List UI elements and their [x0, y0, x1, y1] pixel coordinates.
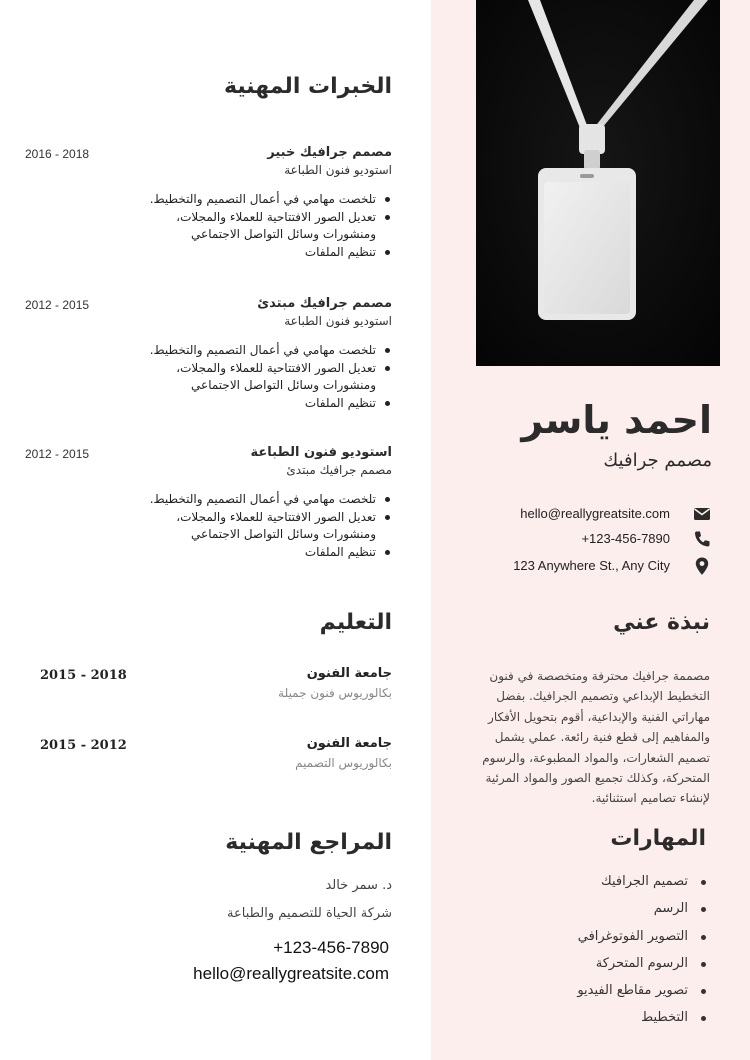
reference-email[interactable]: hello@reallygreatsite.com — [193, 964, 389, 983]
contact-address-row — [452, 556, 712, 576]
location-pin-icon — [692, 556, 712, 576]
job-duty: تعديل الصور الافتتاحية للعملاء والمجلات، ومنشورات وسائل التواصل الاجتماعي — [132, 509, 392, 544]
reference-phone[interactable]: +123-456-7890 — [273, 938, 389, 957]
education-heading: التعليم — [319, 610, 392, 635]
education-entry — [38, 668, 392, 708]
skill-item: الرسم — [510, 899, 710, 926]
job-company: استوديو فنون الطباعة — [284, 314, 392, 328]
education-entry — [38, 738, 392, 778]
education-degree: بكالوريوس فنون جميلة — [278, 686, 392, 700]
reference-company: شركة الحياة للتصميم والطباعة — [227, 906, 392, 921]
job-company: مصمم جرافيك مبتدئ — [286, 463, 392, 477]
job-duty: تلخصت مهامي في أعمال التصميم والتخطيط. — [132, 191, 392, 209]
id-badge-illustration — [476, 0, 720, 366]
mail-icon — [692, 504, 712, 524]
skills-heading: المهارات — [610, 826, 706, 851]
skill-item: التصوير الفوتوغرافي — [510, 927, 710, 954]
contact-phone-row — [452, 529, 712, 549]
contact-address: 123 Anywhere St., Any City — [513, 558, 670, 573]
job-title: استوديو فنون الطباعة — [250, 445, 392, 460]
job-date: 2012 - 2015 — [25, 447, 90, 461]
education-years: 2015 - 2012 — [40, 738, 127, 753]
person-role: مصمم جرافيك — [603, 450, 712, 471]
profile-photo — [476, 0, 720, 366]
job-duty: تنظيم الملفات — [132, 244, 392, 262]
job-date: 2012 - 2015 — [25, 298, 90, 312]
skill-item: الرسوم المتحركة — [510, 954, 710, 981]
education-degree: بكالوريوس التصميم — [295, 756, 392, 770]
skill-item: التخطيط — [510, 1008, 710, 1035]
references-heading: المراجع المهنية — [225, 830, 392, 855]
contact-email[interactable]: hello@reallygreatsite.com — [520, 506, 670, 521]
job-duty: تلخصت مهامي في أعمال التصميم والتخطيط. — [132, 491, 392, 509]
education-university: جامعة الفنون — [306, 736, 392, 751]
job-company: استوديو فنون الطباعة — [284, 163, 392, 177]
phone-icon — [692, 529, 712, 549]
job-duties — [132, 342, 392, 412]
job-title: مصمم جرافيك مبتدئ — [257, 296, 392, 311]
reference-name: د. سمر خالد — [325, 878, 392, 893]
education-university: جامعة الفنون — [306, 666, 392, 681]
job-title: مصمم جرافيك خبير — [267, 145, 392, 160]
contact-phone[interactable]: +123-456-7890 — [581, 531, 670, 546]
job-duty: تعديل الصور الافتتاحية للعملاء والمجلات، ومنشورات وسائل التواصل الاجتماعي — [132, 360, 392, 395]
education-years: 2015 - 2018 — [40, 668, 127, 683]
job-duties — [132, 191, 392, 261]
contact-email-row — [452, 504, 712, 524]
job-duty: تعديل الصور الافتتاحية للعملاء والمجلات، ومنشورات وسائل التواصل الاجتماعي — [132, 209, 392, 244]
skill-item: تصميم الجرافيك — [510, 872, 710, 899]
job-duty: تنظيم الملفات — [132, 395, 392, 413]
about-text: مصممة جرافيك محترفة ومتخصصة في فنون التخطيط الإبداعي وتصميم الجرافيك. بفضل مهاراتي الفنية والإبداعية، أقوم بتحويل الأفكار والمفاهيم إلى قطع فنية رائعة. عملي يشمل تصميم الشعارات، والمواد المطبوعة، والرسوم المتحركة، وكذلك تجميع الصور والمواد المرئية لإنشاء تصاميم استثنائية. — [482, 669, 710, 806]
job-duty: تلخصت مهامي في أعمال التصميم والتخطيط. — [132, 342, 392, 360]
job-date: 2016 - 2018 — [25, 147, 90, 161]
skills-list — [510, 872, 710, 1036]
skill-item: تصوير مقاطع الفيديو — [510, 981, 710, 1008]
job-duties — [132, 491, 392, 561]
about-heading: نبذة عني — [613, 610, 710, 635]
job-duty: تنظيم الملفات — [132, 544, 392, 562]
experience-heading: الخبرات المهنية — [223, 74, 392, 99]
person-name: احمد ياسر — [521, 398, 712, 442]
